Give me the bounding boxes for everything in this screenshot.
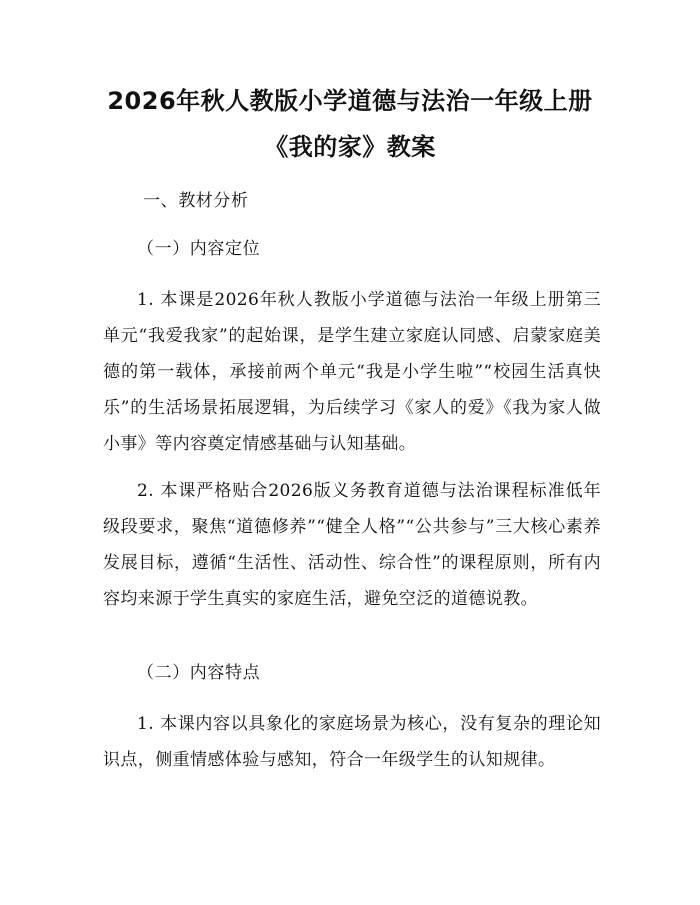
paragraph-positioning-1: 1. 本课是2026年秋人教版小学道德与法治一年级上册第三单元“我爱我家”的起始课，是学生建立家庭认同感、启蒙家庭美德的第一载体，承接前两个单元“我是小学生啦”“校园生活真快乐”的生活场景拓展逻辑，为后续学习《家人的爱》《我为家人做小事》等内容奠定情感基础与认知基础。 xyxy=(103,290,601,454)
subsection-heading-content-positioning: （一）内容定位 xyxy=(137,239,261,259)
section-heading-textbook-analysis: 一、教材分析 xyxy=(143,191,249,211)
document-title-line1: 2026年秋人教版小学道德与法治一年级上册 xyxy=(107,87,593,115)
document-title-line2: 《我的家》教案 xyxy=(264,133,436,161)
paragraph-positioning-2: 2. 本课严格贴合2026版义务教育道德与法治课程标准低年级段要求，聚焦“道德修养”“健全人格”“公共参与”三大核心素养发展目标，遵循“生活性、活动性、综合性”的课程原则，所有内容均来源于学生真实的家庭生活，避免空泛的道德说教。 xyxy=(103,481,601,609)
subsection-heading-content-features: （二）内容特点 xyxy=(137,663,261,683)
paragraph-features-1: 1. 本课内容以具象化的家庭场景为核心，没有复杂的理论知识点，侧重情感体验与感知，符合一年级学生的认知规律。 xyxy=(103,714,601,770)
